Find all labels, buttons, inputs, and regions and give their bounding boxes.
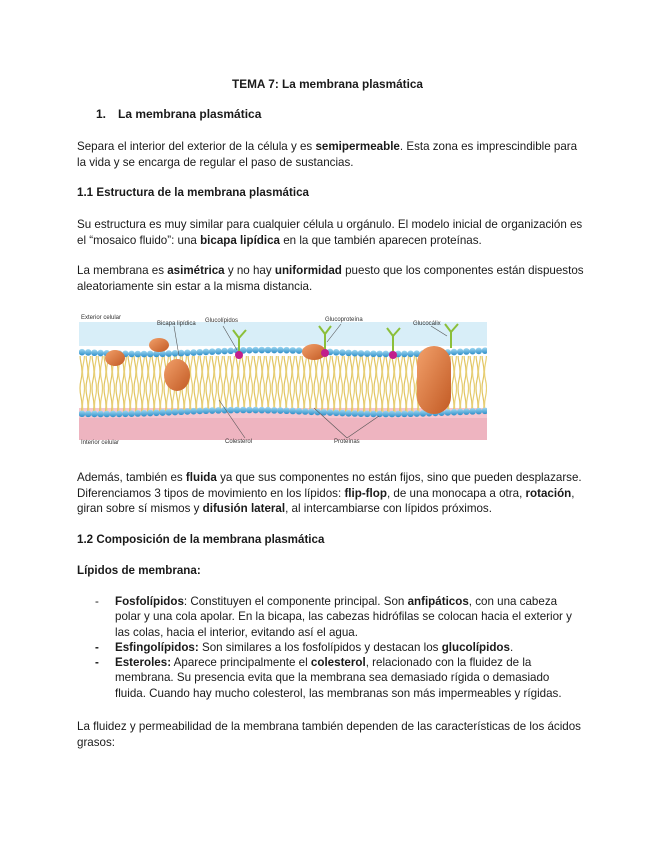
label-interior: Interior celular	[81, 440, 120, 446]
phospholipid-head	[457, 348, 464, 355]
bold-term: asimétrica	[167, 264, 225, 277]
phospholipid-head	[476, 408, 483, 415]
phospholipid-head	[209, 407, 216, 414]
phospholipid-head	[153, 410, 160, 417]
phospholipid-head	[166, 409, 173, 416]
section-1-2-heading: 1.2 Composición de la membrana plasmática	[77, 533, 325, 546]
bold-term: anfipáticos	[407, 595, 469, 608]
bold-term: semipermeable	[315, 140, 400, 153]
phospholipid-head	[209, 348, 216, 355]
phospholipid-head	[166, 350, 173, 357]
dash-bullet: -	[95, 656, 99, 670]
phospholipid-head	[221, 348, 228, 355]
text: , relacionado con la fluidez de la membrana. Su presencia evita que la membrana sea demasiado rígida o demasiado fluida. Cuando hay mucho colesterol, las membranas son más impermeables y rígidas.	[115, 656, 562, 700]
phospholipid-head	[401, 351, 408, 358]
phospholipid-head	[128, 410, 135, 417]
text: , al intercambiarse con lípidos próximos.	[285, 502, 492, 515]
bold-term: bicapa lipídica	[200, 233, 280, 247]
phospholipid-head	[172, 409, 179, 416]
final-paragraph: La fluidez y permeabilidad de la membrana también dependen de las características de los ácidos grasos:	[77, 720, 581, 749]
phospholipid-head	[376, 411, 383, 418]
phospholipid-head	[376, 351, 383, 358]
phospholipid-head	[308, 408, 315, 415]
text: , con una cabeza polar y una cola apolar. En la bicapa, las cabezas hidrófilas se colocan hacia el exterior y las colas, hacia el interior, evitando así el agua.	[115, 595, 572, 639]
phospholipid-head	[314, 409, 321, 416]
phospholipid-head	[122, 410, 129, 417]
phospholipid-head	[469, 348, 476, 355]
section-1-1-heading: 1.1 Estructura de la membrana plasmática	[77, 186, 309, 199]
phospholipid-head	[352, 410, 359, 417]
phospholipid-head	[104, 411, 111, 418]
phospholipid-head	[383, 411, 390, 418]
bold-term: flip-flop	[344, 486, 387, 500]
bold-term: rotación	[525, 486, 572, 500]
phospholipid-head	[203, 349, 210, 356]
bold-term: difusión lateral	[202, 502, 286, 515]
phospholipid-head	[333, 410, 340, 417]
text: , giran sobre sí mismos y	[77, 486, 575, 515]
phospholipid-head	[184, 408, 191, 415]
phospholipid-head	[215, 348, 222, 355]
phospholipid-head	[389, 411, 396, 418]
phospholipid-head	[339, 349, 346, 356]
bold-term: Esteroles:	[115, 656, 172, 670]
phospholipid-head	[184, 350, 191, 357]
phospholipid-head	[283, 407, 290, 414]
text: Separa el interior del exterior de la célula y es	[77, 140, 316, 153]
phospholipid-head	[451, 349, 458, 356]
phospholipid-head	[383, 351, 390, 358]
text: La membrana es	[77, 264, 168, 277]
phospholipid-head	[345, 410, 352, 417]
phospholipid-head	[259, 347, 266, 354]
transmembrane-protein	[164, 359, 190, 391]
label-colesterol: Colesterol	[225, 439, 253, 445]
bold-term: colesterol	[310, 656, 366, 670]
phospholipid-head	[290, 347, 297, 354]
bold-term: Esfingolípidos:	[115, 640, 199, 654]
phospholipid-head	[296, 347, 303, 354]
phospholipid-head	[370, 350, 377, 357]
phospholipid-head	[277, 407, 284, 414]
dash-bullet: -	[95, 640, 99, 654]
phospholipid-head	[451, 409, 458, 416]
phospholipid-head	[370, 411, 377, 418]
phospholipid-head	[445, 409, 452, 416]
phospholipid-head	[339, 410, 346, 417]
bold-term: glucolípidos	[441, 640, 510, 654]
text: : Constituyen el componente principal. Son	[183, 595, 408, 608]
label-glucoproteina: Glucoproteína	[325, 317, 363, 323]
phospholipid-head	[147, 410, 154, 417]
bold-term: fluida	[185, 471, 217, 484]
phospholipid-head	[97, 350, 104, 357]
phospholipid-head	[190, 408, 197, 415]
phospholipid-head	[352, 350, 359, 357]
phospholipid-head	[283, 347, 290, 354]
section-1-number: 1.	[96, 107, 107, 121]
phospholipid-head	[333, 349, 340, 356]
phospholipid-head	[407, 410, 414, 417]
phospholipid-head	[327, 409, 334, 416]
text: Aparece principalmente el	[171, 656, 311, 670]
peripheral-protein	[105, 350, 125, 366]
phospholipid-head	[252, 407, 259, 414]
phospholipid-head	[364, 350, 371, 357]
phospholipid-head	[197, 408, 204, 415]
label-glucolipidos: Glucolípidos	[205, 318, 239, 324]
phospholipid-head	[110, 411, 117, 418]
phospholipid-head	[265, 347, 272, 354]
peripheral-protein	[149, 338, 169, 352]
bold-term: Fosfolípidos	[115, 595, 184, 608]
phospholipid-head	[159, 409, 166, 416]
phospholipid-head	[463, 348, 470, 355]
phospholipid-head	[85, 411, 92, 418]
phospholipid-head	[228, 407, 235, 414]
phospholipid-head	[178, 408, 185, 415]
estructura-paragraph	[77, 217, 587, 248]
phospholipid-head	[234, 407, 241, 414]
phospholipid-head	[457, 409, 464, 416]
label-proteinas: Proteínas	[334, 439, 360, 445]
phospholipid-head	[190, 349, 197, 356]
phospholipid-head	[203, 407, 210, 414]
phospholipid-head	[345, 350, 352, 357]
list-item-esteroles	[95, 655, 580, 701]
phospholipid-head	[197, 349, 204, 356]
phospholipid-head	[91, 349, 98, 356]
bold-term: uniformidad	[274, 264, 342, 277]
phospholipid-head	[469, 408, 476, 415]
lipid-list	[95, 594, 580, 701]
label-bicapa: Bicapa lipídica	[157, 321, 196, 327]
phospholipid-head	[401, 411, 408, 418]
page-title: TEMA 7: La membrana plasmática	[232, 77, 423, 91]
phospholipid-head	[85, 349, 92, 356]
phospholipid-head	[277, 347, 284, 354]
phospholipid-head	[358, 350, 365, 357]
text: . Esta zona es imprescindible para la vida y se encarga de regular el paso de sustancias.	[77, 140, 578, 169]
phospholipid-head	[141, 410, 148, 417]
phospholipid-head	[290, 408, 297, 415]
text: .	[509, 640, 514, 654]
text: ya que sus componentes no están fijos, sino que pueden desplazarse. Diferenciamos 3 tipos de movimiento en los lípidos:	[77, 471, 582, 500]
text: Su estructura es muy similar para cualquier célula u orgánulo. El modelo inicial de organización es el “mosaico fluido”: una	[77, 218, 583, 247]
intro-paragraph	[77, 139, 587, 170]
section-1-heading	[96, 107, 261, 121]
phospholipid-head	[135, 351, 142, 358]
channel-protein	[417, 346, 451, 414]
phospholipid-head	[463, 408, 470, 415]
phospholipid-head	[116, 411, 123, 418]
phospholipid-head	[302, 408, 309, 415]
text: Son similares a los fosfolípidos y destacan los	[198, 640, 442, 654]
lipidos-heading: Lípidos de membrana:	[77, 564, 201, 577]
phospholipid-head	[407, 351, 414, 358]
phospholipid-head	[246, 347, 253, 354]
phospholipid-head	[265, 407, 272, 414]
phospholipid-head	[215, 407, 222, 414]
fluida-paragraph	[77, 470, 587, 517]
phospholipid-head	[147, 351, 154, 358]
phospholipid-head	[358, 410, 365, 417]
dash-bullet: -	[95, 595, 99, 608]
phospholipid-head	[271, 347, 278, 354]
phospholipid-head	[97, 411, 104, 418]
text: y no hay	[224, 264, 275, 277]
phospholipid-head	[252, 347, 259, 354]
list-item-fosfolipidos	[95, 594, 580, 640]
phospholipid-head	[395, 411, 402, 418]
label-exterior: Exterior celular	[81, 315, 122, 321]
phospholipid-head	[476, 348, 483, 355]
phospholipid-head	[364, 411, 371, 418]
phospholipid-head	[246, 407, 253, 414]
text: , de una monocapa a otra,	[386, 486, 526, 500]
phospholipid-head	[259, 407, 266, 414]
phospholipid-head	[414, 410, 421, 417]
phospholipid-head	[141, 351, 148, 358]
text: puesto que los componentes están dispuestos aleatoriamente sin estar a la misma distancia.	[77, 264, 584, 293]
phospholipid-head	[79, 349, 85, 356]
phospholipid-head	[135, 410, 142, 417]
phospholipid-head	[91, 411, 98, 418]
phospholipid-head	[172, 350, 179, 357]
phospholipid-head	[128, 351, 135, 358]
text: en la que también aparecen proteínas.	[280, 233, 482, 247]
phospholipid-head	[240, 407, 247, 414]
phospholipid-head	[296, 408, 303, 415]
interior-zone-dark	[79, 418, 487, 440]
section-1-title: La membrana plasmática	[118, 107, 262, 121]
phospholipid-head	[79, 410, 85, 417]
asimetrica-paragraph	[77, 263, 587, 294]
phospholipid-head	[271, 407, 278, 414]
label-glucocalix: Glucocálix	[413, 321, 441, 327]
text: Además, también es	[77, 471, 186, 484]
list-item-esfingolipidos	[95, 640, 580, 655]
phospholipid-head	[228, 347, 235, 354]
membrane-illustration	[79, 312, 487, 446]
